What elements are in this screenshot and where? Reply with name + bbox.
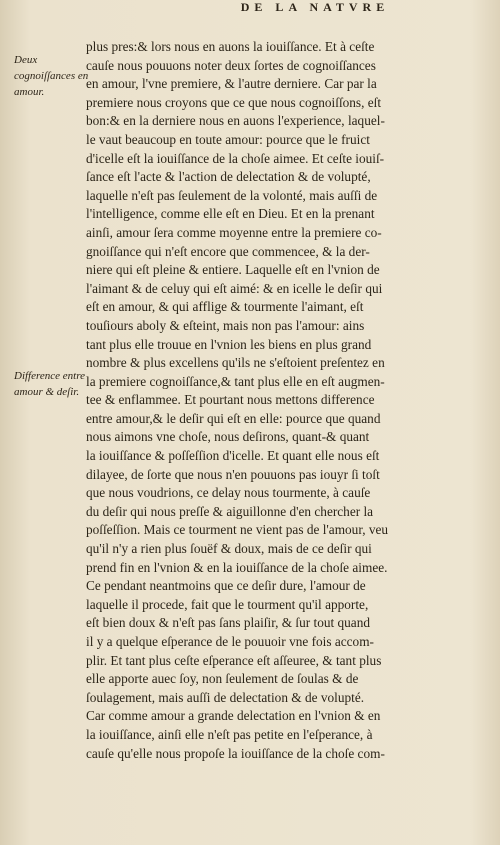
text-line: premiere nous croyons que ce que nous cognoiſſons, eſt	[86, 94, 382, 110]
text-line: niere qui eſt pleine & entiere. Laquelle eſt en l'vnion de	[86, 262, 380, 278]
body-text	[86, 38, 462, 763]
running-head: DE LA NATVRE	[240, 0, 390, 14]
text-line: prend fin en l'vnion & en la iouiſſance de la choſe aimee.	[86, 559, 388, 575]
text-line: eſt bien doux & n'eſt pas ſans plaiſir, & ſur tout quand	[86, 615, 371, 631]
text-line: touſiours aboly & eſteint, mais non pas l'amour: ains	[86, 317, 365, 333]
text-line: laquelle il procede, fait que le tourment qu'il apporte,	[86, 596, 369, 612]
text-line: poſſeſſion. Mais ce tourment ne vient pas de l'amour, veu	[86, 522, 389, 538]
text-line: ſance eſt l'acte & l'action de delectation & de volupté,	[86, 169, 371, 185]
text-line: en amour, l'vne premiere, & l'autre derniere. Car par la	[86, 76, 377, 92]
text-line: plus pres:& lors nous en auons la iouiſſance. Et à ceſte	[86, 39, 375, 54]
text-line: la iouiſſance, ainſi elle n'eſt pas petite en l'eſperance, à	[86, 726, 373, 742]
text-line: la premiere cognoiſſance,& tant plus elle en eſt augmen-	[86, 373, 385, 389]
text-line: tant plus elle trouue en l'vnion les biens en plus grand	[86, 336, 372, 352]
text-line: ſoulagement, mais auſſi de delectation & de volupté.	[86, 689, 365, 705]
text-line: nombre & plus excellens qu'ils ne s'eſtoient preſentez en	[86, 355, 385, 371]
text-line: il y a quelque eſperance de le pouuoir vne fois accom-	[86, 634, 374, 649]
text-line: elle apporte auec ſoy, non ſeulement de ſoulas & de	[86, 671, 359, 687]
text-line: Ce pendant neantmoins que ce deſir dure, l'amour de	[86, 578, 366, 594]
margin-note-deux-cognoissances: Deux cognoiſſances en amour.	[14, 54, 89, 98]
text-line: bon:& en la derniere nous en auons l'experience, laquel-	[86, 113, 385, 129]
text-line: du deſir qui nous preſſe & aiguillonne d'en chercher la	[86, 503, 374, 519]
text-line: Car comme amour a grande delectation en l'vnion & en	[86, 708, 381, 724]
text-line: plir. Et tant plus ceſte eſperance eſt aſſeuree, & tant plus	[86, 652, 382, 668]
text-line: que nous voudrions, ce delay nous tourmente, à cauſe	[86, 485, 371, 501]
text-line: l'aimant & de celuy qui eſt aimé: & en icelle le deſir qui	[86, 280, 383, 296]
margin-note-difference: Difference entre amour & deſir.	[14, 370, 85, 398]
text-line: dilayee, de ſorte que nous n'en pouuons pas iouyr ſi toſt	[86, 466, 380, 482]
text-line: cauſe qu'elle nous propoſe la iouiſſance de la choſe com-	[86, 745, 385, 761]
text-line: eſt en amour, & qui afflige & tourmente l'aimant, eſt	[86, 299, 364, 315]
text-line: l'intelligence, comme elle eſt en Dieu. Et en la prenant	[86, 206, 375, 222]
text-line: laquelle n'eſt pas ſeulement de la volonté, mais auſſi de	[86, 187, 378, 203]
text-line: nous aimons vne choſe, nous deſirons, quant-& quant	[86, 429, 370, 445]
text-line: la iouiſſance & poſſeſſion d'icelle. Et quant elle nous eſt	[86, 448, 380, 464]
text-line: d'icelle eſt la iouiſſance de la choſe aimee. Et ceſte iouiſ-	[86, 150, 385, 166]
text-line: tee & enflammee. Et pourtant nous mettons difference	[86, 392, 375, 408]
text-line: le vaut beaucoup en toute amour: pource que le fruict	[86, 131, 370, 147]
text-line: entre amour,& le deſir qui eſt en elle: pource que quand	[86, 410, 381, 426]
text-line: cauſe nous pouuons noter deux ſortes de cognoiſſances	[86, 57, 376, 73]
text-line: qu'il n'y a rien plus ſouëf & doux, mais de ce deſir qui	[86, 541, 372, 557]
text-line: gnoiſſance qui n'eſt encore que commencee, & la der-	[86, 243, 370, 259]
text-line: ainſi, amour ſera comme moyenne entre la premiere co-	[86, 224, 382, 240]
